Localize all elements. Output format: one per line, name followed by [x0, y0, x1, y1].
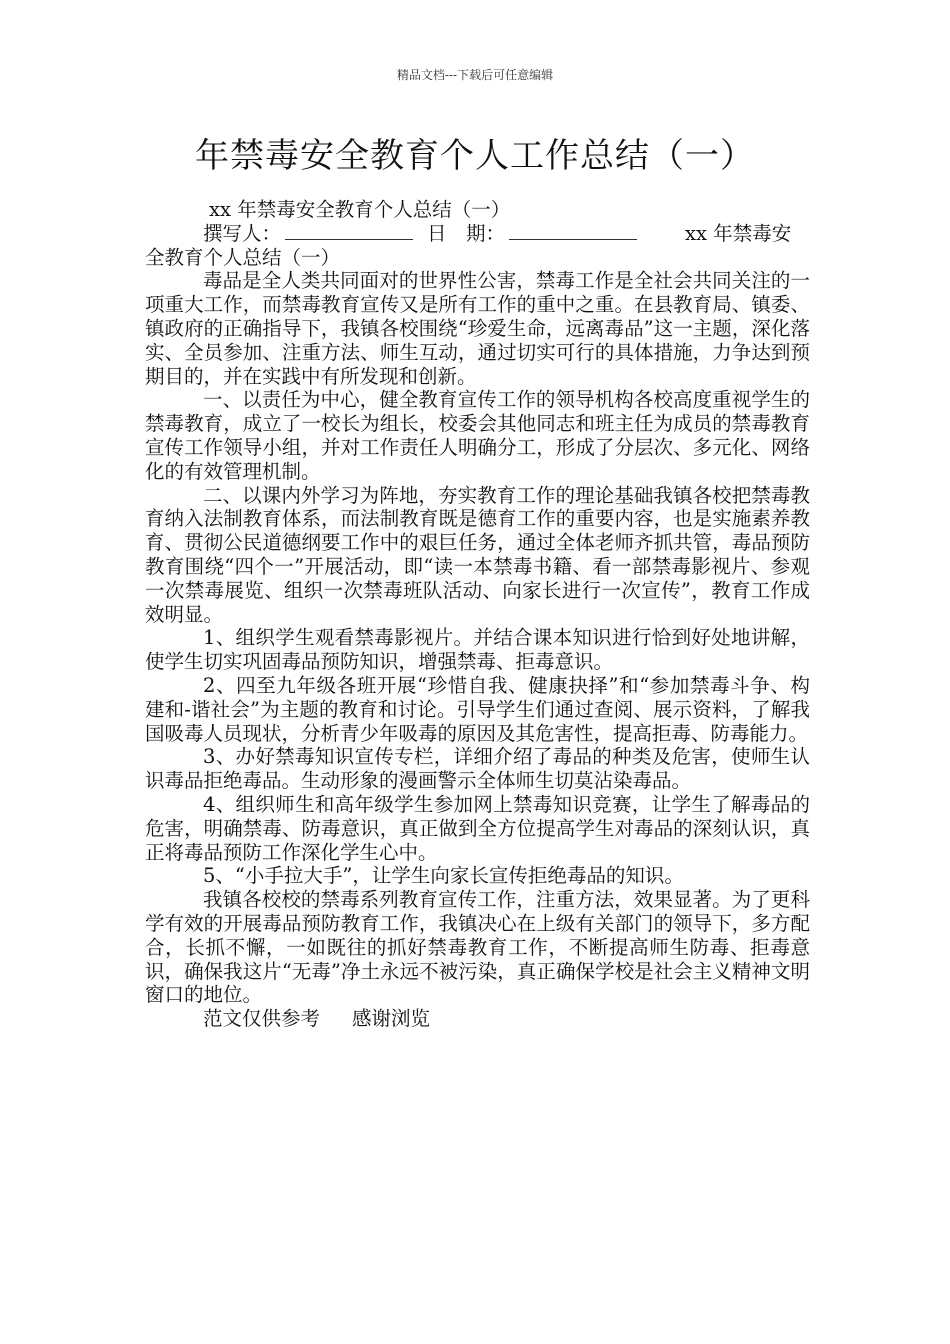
- author-label: 撰写人：: [203, 221, 282, 245]
- document-body: [145, 198, 810, 1031]
- date-blank: [509, 223, 637, 240]
- document-subtitle: xx 年禁毒安全教育个人总结（一）: [209, 198, 511, 221]
- header-note: 精品文档---下载后可任意编辑: [396, 68, 554, 82]
- paragraph-item-3: 3、办好禁毒知识宣传专栏，详细介绍了毒品的种类及危害，使师生认识毒品拒绝毒品。生动形象的漫画警示全体师生切莫沾染毒品。: [145, 745, 810, 793]
- paragraph-section-1: 一、以责任为中心，健全教育宣传工作的领导机构各校高度重视学生的禁毒教育，成立了一校长为组长，校委会其他同志和班主任为成员的禁毒教育宣传工作领导小组，并对工作责任人明确分工，形成了分层次、多元化、网络化的有效管理机制。: [145, 388, 810, 483]
- paragraph-conclusion: 我镇各校校的禁毒系列教育宣传工作，注重方法，效果显著。为了更科学有效的开展毒品预防教育工作，我镇决心在上级有关部门的领导下，多方配合，长抓不懈，一如既往的抓好禁毒教育工作，不断提高师生防毒、拒毒意识，确保我这片“无毒”净土永远不被污染，真正确保学校是社会主义精神文明窗口的地位。: [145, 888, 810, 1007]
- trailing-title-part1: xx 年禁毒安: [685, 221, 792, 245]
- paragraph-intro: 毒品是全人类共同面对的世界性公害，禁毒工作是全社会共同关注的一项重大工作，而禁毒教育宣传又是所有工作的重中之重。在县教育局、镇委、镇政府的正确指导下，我镇各校围绕“珍爱生命，远离毒品”这一主题，深化落实、全员参加、注重方法、师生互动，通过切实可行的具体措施，力争达到预期目的，并在实践中有所发现和创新。: [145, 269, 810, 388]
- paragraph-item-1: 1、组织学生观看禁毒影视片。并结合课本知识进行恰到好处地讲解，使学生切实巩固毒品预防知识，增强禁毒、拒毒意识。: [145, 626, 810, 674]
- date-label: 日 期：: [427, 221, 506, 245]
- footer-note: [145, 1007, 810, 1031]
- paragraph-item-5: 5、“小手拉大手”，让学生向家长宣传拒绝毒品的知识。: [203, 864, 684, 888]
- footer-right: 感谢浏览: [352, 1007, 431, 1031]
- paragraph-section-2: 二、以课内外学习为阵地，夯实教育工作的理论基础我镇各校把禁毒教育纳入法制教育体系，而法制教育既是德育工作的重要内容，也是实施素养教育、贯彻公民道德纲要工作中的艰巨任务，通过全体老师齐抓共管，毒品预防教育围绕“四个一”开展活动，即“读一本禁毒书籍、看一部禁毒影视片、参观一次禁毒展览、组织一次禁毒班队活动、向家长进行一次宣传”，教育工作成效明显。: [145, 483, 810, 626]
- meta-line: [145, 222, 810, 246]
- author-blank: [285, 223, 413, 240]
- trailing-title-part2: 全教育个人总结（一）: [145, 245, 341, 269]
- paragraph-item-2: 2、四至九年级各班开展“珍惜自我、健康抉择”和“参加禁毒斗争、构建和-谐社会”为主题的教育和讨论。引导学生们通过查阅、展示资料，了解我国吸毒人员现状，分析青少年吸毒的原因及其危害性，提高拒毒、防毒能力。: [145, 673, 810, 745]
- footer-left: 范文仅供参考: [203, 1007, 321, 1031]
- document-title: 年禁毒安全教育个人工作总结（一）: [195, 136, 755, 176]
- paragraph-item-4: 4、组织师生和高年级学生参加网上禁毒知识竞赛，让学生了解毒品的危害，明确禁毒、防毒意识，真正做到全方位提高学生对毒品的深刻认识，真正将毒品预防工作深化学生心中。: [145, 792, 810, 864]
